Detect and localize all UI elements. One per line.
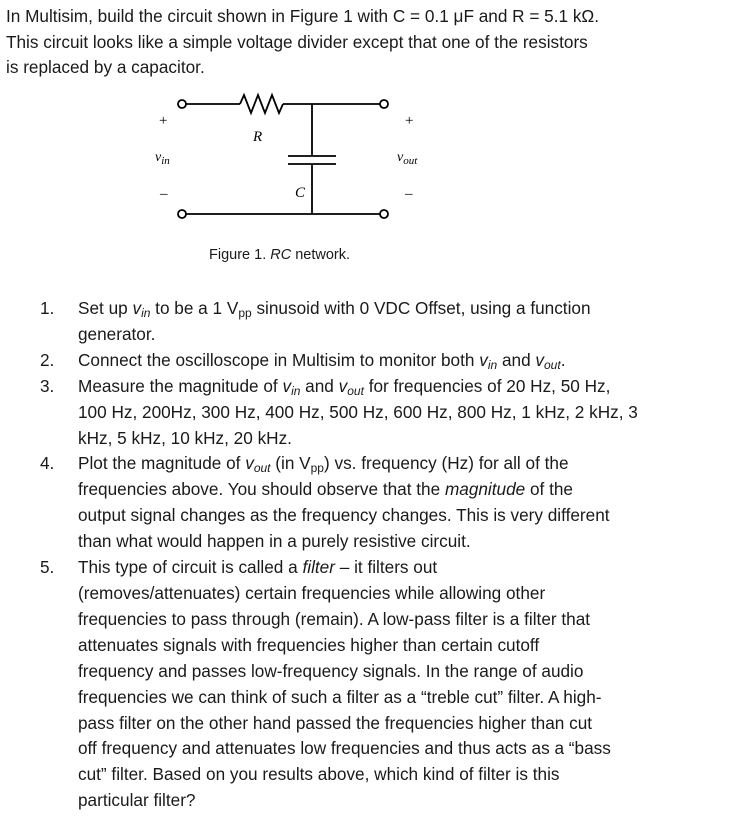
vin-label: $v_{in}$: [155, 150, 170, 167]
intro-line: is replaced by a capacitor.: [6, 57, 205, 77]
list-item: 4. Plot the magnitude of $v_{out}$ (in $V_{pp}$) vs. frequency (Hz) for all of the frequencies above. You should observe that the magnitude of the output signal changes as the frequency changes. This is very different than what would happen in a purely resistive circuit.: [40, 453, 610, 552]
instruction-list: [40, 296, 730, 814]
capacitor-label: C: [295, 185, 306, 201]
vout-label: $v_{out}$: [397, 150, 418, 167]
plus-right-label: +: [405, 113, 414, 129]
list-number: 2.: [40, 349, 55, 370]
input-terminal-bottom: [178, 210, 186, 218]
list-number: 3.: [40, 375, 55, 396]
list-number: 4.: [40, 453, 55, 474]
resistor-label: R: [253, 129, 263, 145]
list-item: 3. Measure the magnitude of $v_{in}$ and $v_{out}$ for frequencies of 20 Hz, 50 Hz, 100 Hz, 200Hz, 300 Hz, 400 Hz, 500 Hz, 600 Hz, 800 Hz, 1 kHz, 2 kHz, 3 kHz, 5 kHz, 10 kHz, 20 kHz.: [40, 375, 638, 448]
plus-left-label: +: [159, 113, 168, 129]
figure-caption: Figure 1. RC network.: [209, 247, 351, 263]
minus-right-label: –: [405, 186, 413, 202]
input-terminal-top: [178, 100, 186, 108]
list-number: 1.: [40, 298, 55, 318]
list-item: 5. This type of circuit is called a filter – it filters out (removes/attenuates) certain frequencies while allowing other frequencies to pass through (remain). A low-pass filter is a filter that attenuates signals with frequencies higher than certain cutoff frequency and passes low-frequency signals. In the range of audio frequencies we can think of such a filter as a “treble cut” filter. A high- pass filter on the other hand passed the frequencies higher than cut off frequency and attenuates low frequencies and thus acts as a “bass cut” filter. Based on you results above, which kind of filter is this particular filter?: [40, 557, 611, 811]
output-terminal-bottom: [380, 210, 388, 218]
intro-line: In Multisim, build the circuit shown in Figure 1 with C = 0.1 μF and R = 5.1 kΩ.: [6, 6, 600, 26]
resistor-symbol: [240, 95, 283, 113]
intro-line: This circuit looks like a simple voltage divider except that one of the resistors: [6, 31, 588, 52]
list-item: 2. Connect the oscilloscope in Multisim to monitor both $v_{in}$ and $v_{out}$.: [40, 349, 566, 372]
minus-left-label: –: [160, 186, 168, 202]
rc-circuit-diagram: [0, 0, 747, 290]
list-item: 1. Set up $v_{in}$ to be a 1 $V_{pp}$ sinusoid with 0 VDC Offset, using a function generator.: [40, 298, 591, 344]
list-number: 5.: [40, 557, 55, 578]
output-terminal-top: [380, 100, 388, 108]
